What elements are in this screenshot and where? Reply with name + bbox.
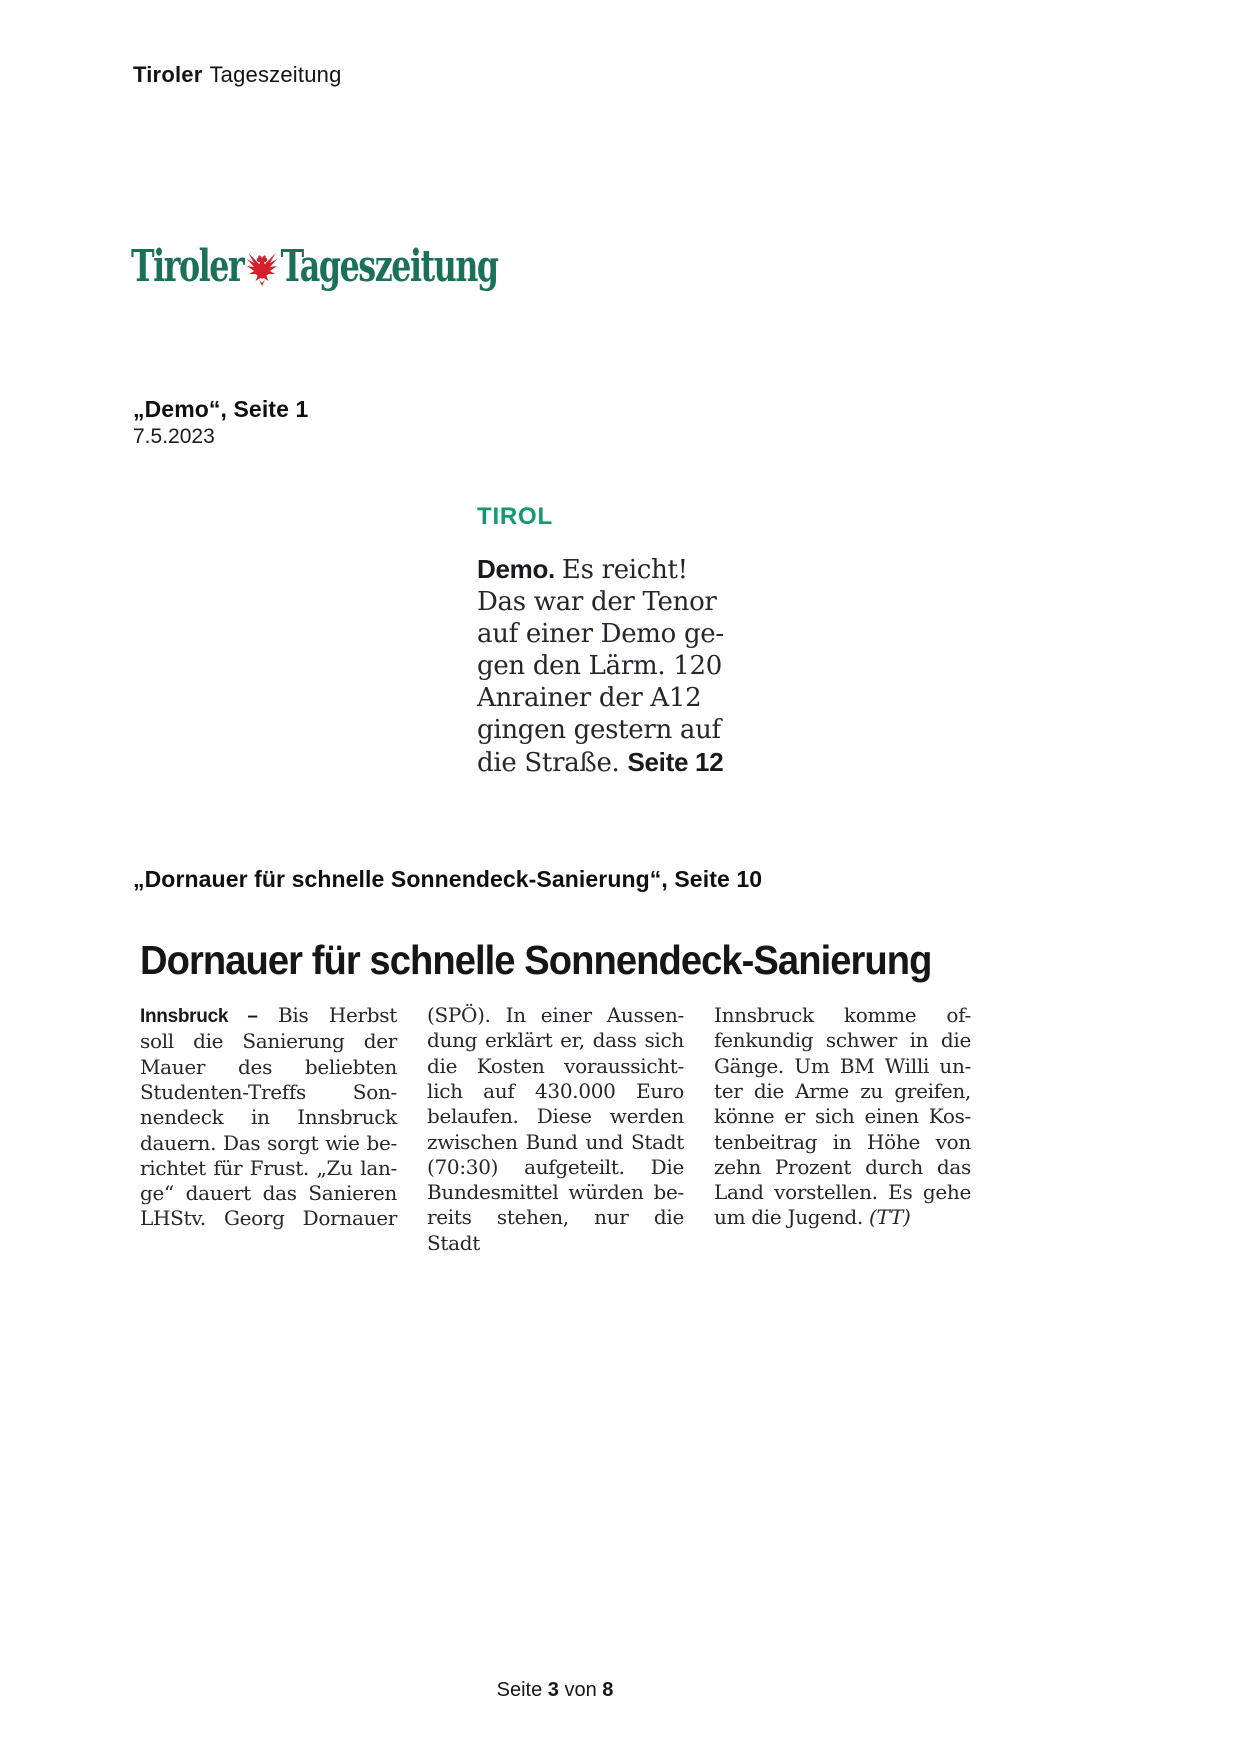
brand-header-rest: Tageszeitung (209, 62, 342, 87)
tyrolean-eagle-icon (245, 250, 278, 291)
logo-word-1: Tiroler (131, 241, 244, 292)
article-headline: Dornauer für schnelle Sonnendeck-Sanierung (140, 937, 932, 983)
article (140, 938, 972, 1256)
article-column-1: Innsbruck – Bis Herbst soll die Sanierung der Mauer des beliebten Studenten-Treffs Son- nendeck in Innsbruck dauern. Das sorgt wie be- richtet für Frust. „Zu lan- ge“ dauert das Sanieren LHStv. Georg Dornauer (140, 1003, 397, 1231)
entry1-date: 7.5.2023 (133, 425, 215, 448)
logo-word-2: Tageszeitung (280, 241, 498, 292)
newspaper-logo (131, 241, 498, 293)
article-columns (140, 1003, 972, 1256)
clipping-text: Demo. Es reicht! Das war der Tenor auf einer Demo ge- gen den Lärm. 120 Anrainer der A12 gingen gestern auf die Straße. Seite 12 (477, 554, 724, 778)
front-page-clipping (477, 503, 739, 779)
entry2-title: „Dornauer für schnelle Sonnendeck-Sanierung“, Seite 10 (133, 866, 763, 892)
entry1-title: „Demo“, Seite 1 (133, 396, 309, 422)
article-column-3: Innsbruck komme of- fenkundig schwer in die Gänge. Um BM Willi un- ter die Arme zu greifen, könne er sich einen Kos- tenbeitrag in Höhe von zehn Prozent durch das Land vorstellen. Es gehe um die Jugend. (TT) (714, 1003, 971, 1230)
brand-header-bold: Tiroler (133, 62, 203, 87)
page-number-footer: Seite 3 von 8 (496, 1679, 614, 1701)
brand-header (133, 62, 342, 88)
article-column-2: (SPÖ). In einer Aussen- dung erklärt er, dass sich die Kosten voraussicht- lich auf 430.000 Euro belaufen. Diese werden zwischen Bund und Stadt (70:30) aufgeteilt. Die Bundesmittel würden be- reits stehen, nur die Stadt (427, 1003, 684, 1255)
clipping-kicker: TIROL (477, 503, 553, 530)
